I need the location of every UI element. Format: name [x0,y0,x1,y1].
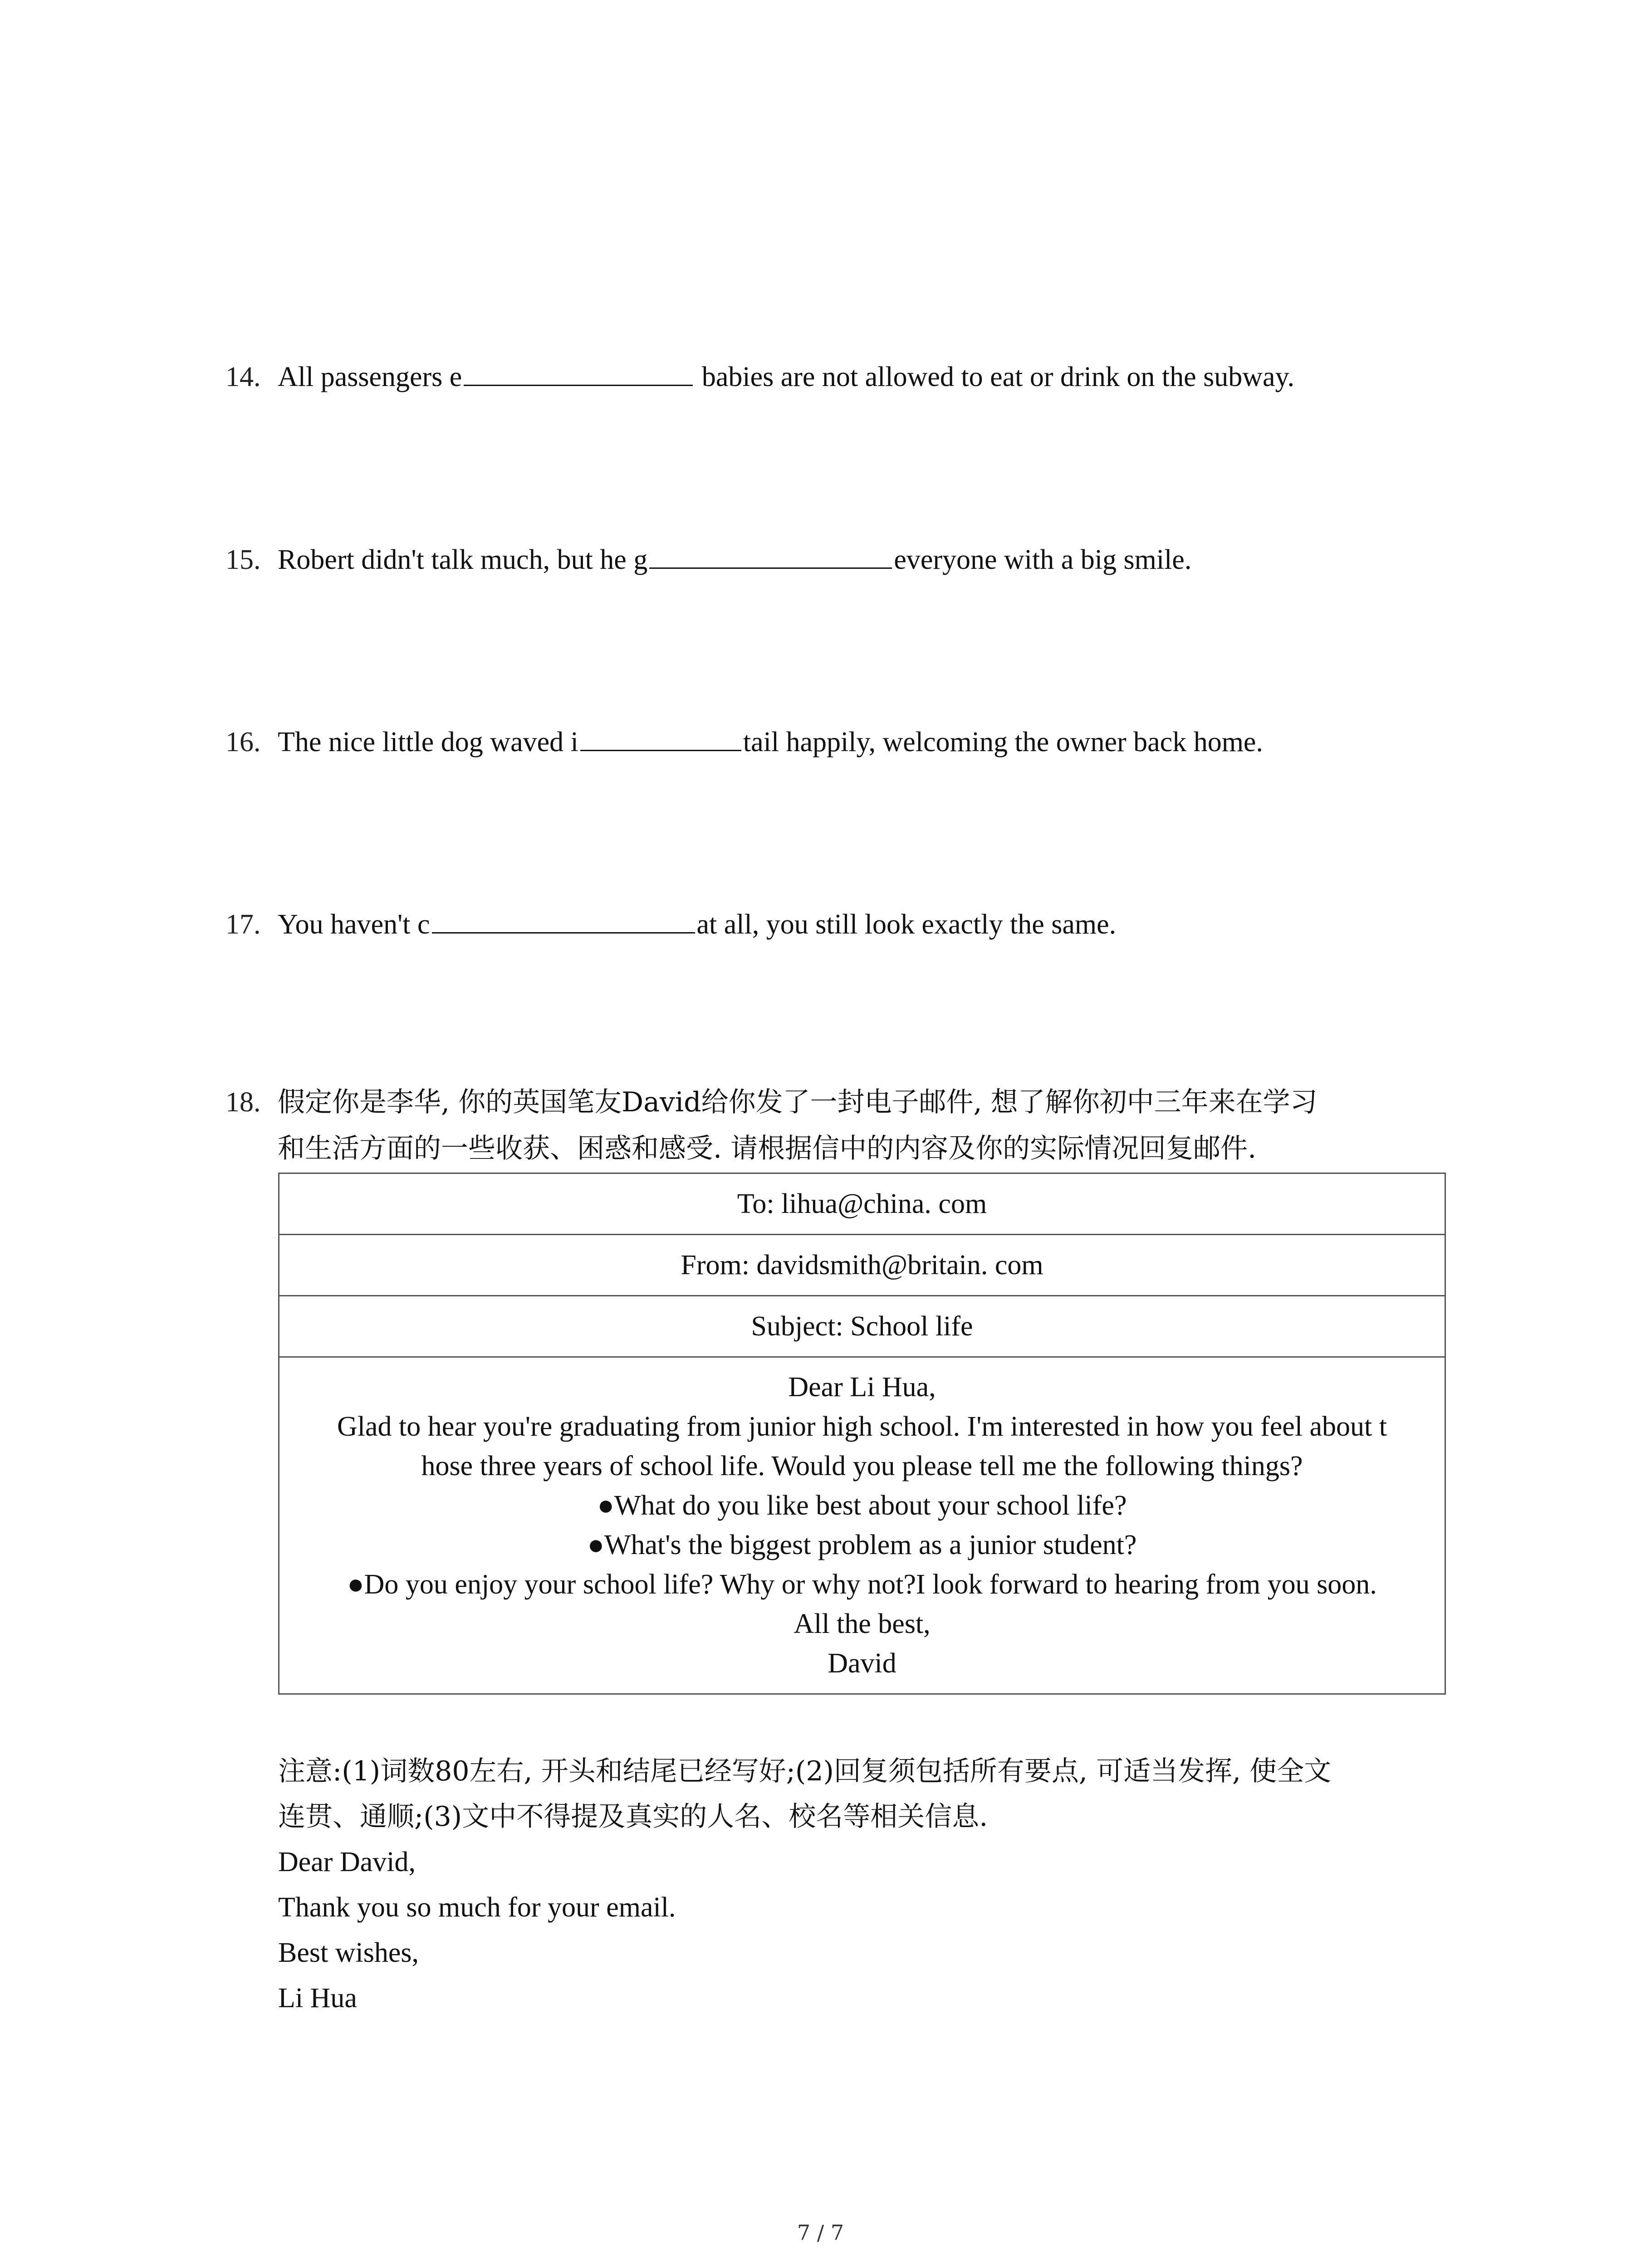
email-body-line: ●Do you enjoy your school life? Why or why not?I look forward to hearing from you soon. [347,1569,1377,1600]
reply-opening: Thank you so much for your email. [278,1892,676,1923]
reply-closing: Best wishes, [278,1937,419,1968]
email-body-line: All the best, [794,1608,931,1639]
question-number: 18. [225,1087,261,1118]
reply-greeting: Dear David, [278,1847,416,1877]
question-17 [225,905,1116,943]
answer-blank[interactable] [649,540,892,569]
email-body-line: ●What's the biggest problem as a junior student? [587,1530,1137,1560]
question-number: 14. [225,362,261,392]
question-text-after: tail happily, welcoming the owner back home. [743,727,1263,758]
question-number: 15. [225,544,261,575]
email-body-line: Glad to hear you're graduating from junior high school. I'm interested in how you feel about t [337,1411,1387,1442]
question-text-before: The nice little dog waved i [278,727,578,758]
page-number: 7 / 7 [797,2220,844,2245]
email-body [279,1357,1445,1694]
question-text-before: Robert didn't talk much, but he g [278,544,648,575]
email-to: To: lihua@china. com [279,1173,1445,1235]
question-text-before: All passengers e [278,362,462,392]
question-18-prompt-line-2: 和生活方面的一些收获、困惑和感受. 请根据信中的内容及你的实际情况回复邮件. [278,1133,1257,1164]
question-text-after: babies are not allowed to eat or drink on the subway. [695,362,1295,392]
reply-signature: Li Hua [278,1983,357,2014]
question-number: 17. [225,909,261,940]
question-text-after: at all, you still look exactly the same. [696,909,1117,940]
question-16 [225,723,1263,760]
question-number: 16. [225,727,261,758]
answer-blank[interactable] [432,905,695,934]
email-body-line: ●What do you like best about your school life? [597,1490,1127,1521]
question-18-number [225,1084,278,1120]
answer-blank[interactable] [464,357,693,386]
question-text-after: everyone with a big smile. [894,544,1192,575]
email-body-line: David [828,1648,896,1679]
email-body-line: hose three years of school life. Would you please tell me the following things? [421,1451,1303,1481]
note-line-2: 连贯、通顺;(3)文中不得提及真实的人名、校名等相关信息. [278,1801,988,1833]
answer-blank[interactable] [580,723,741,751]
email-body-line: Dear Li Hua, [788,1372,936,1403]
question-text-before: You haven't c [278,909,430,940]
email-from: From: davidsmith@britain. com [279,1235,1445,1296]
email-subject: Subject: School life [279,1296,1445,1357]
question-14 [225,357,1294,395]
email-table [278,1173,1446,1695]
question-15 [225,540,1191,578]
question-18-prompt-line-1: 假定你是李华, 你的英国笔友David给你发了一封电子邮件, 想了解你初中三年来在学习 [278,1086,1318,1118]
note-line-1: 注意:(1)词数80左右, 开头和结尾已经写好;(2)回复须包括所有要点, 可适当发挥, 使全文 [278,1755,1332,1787]
